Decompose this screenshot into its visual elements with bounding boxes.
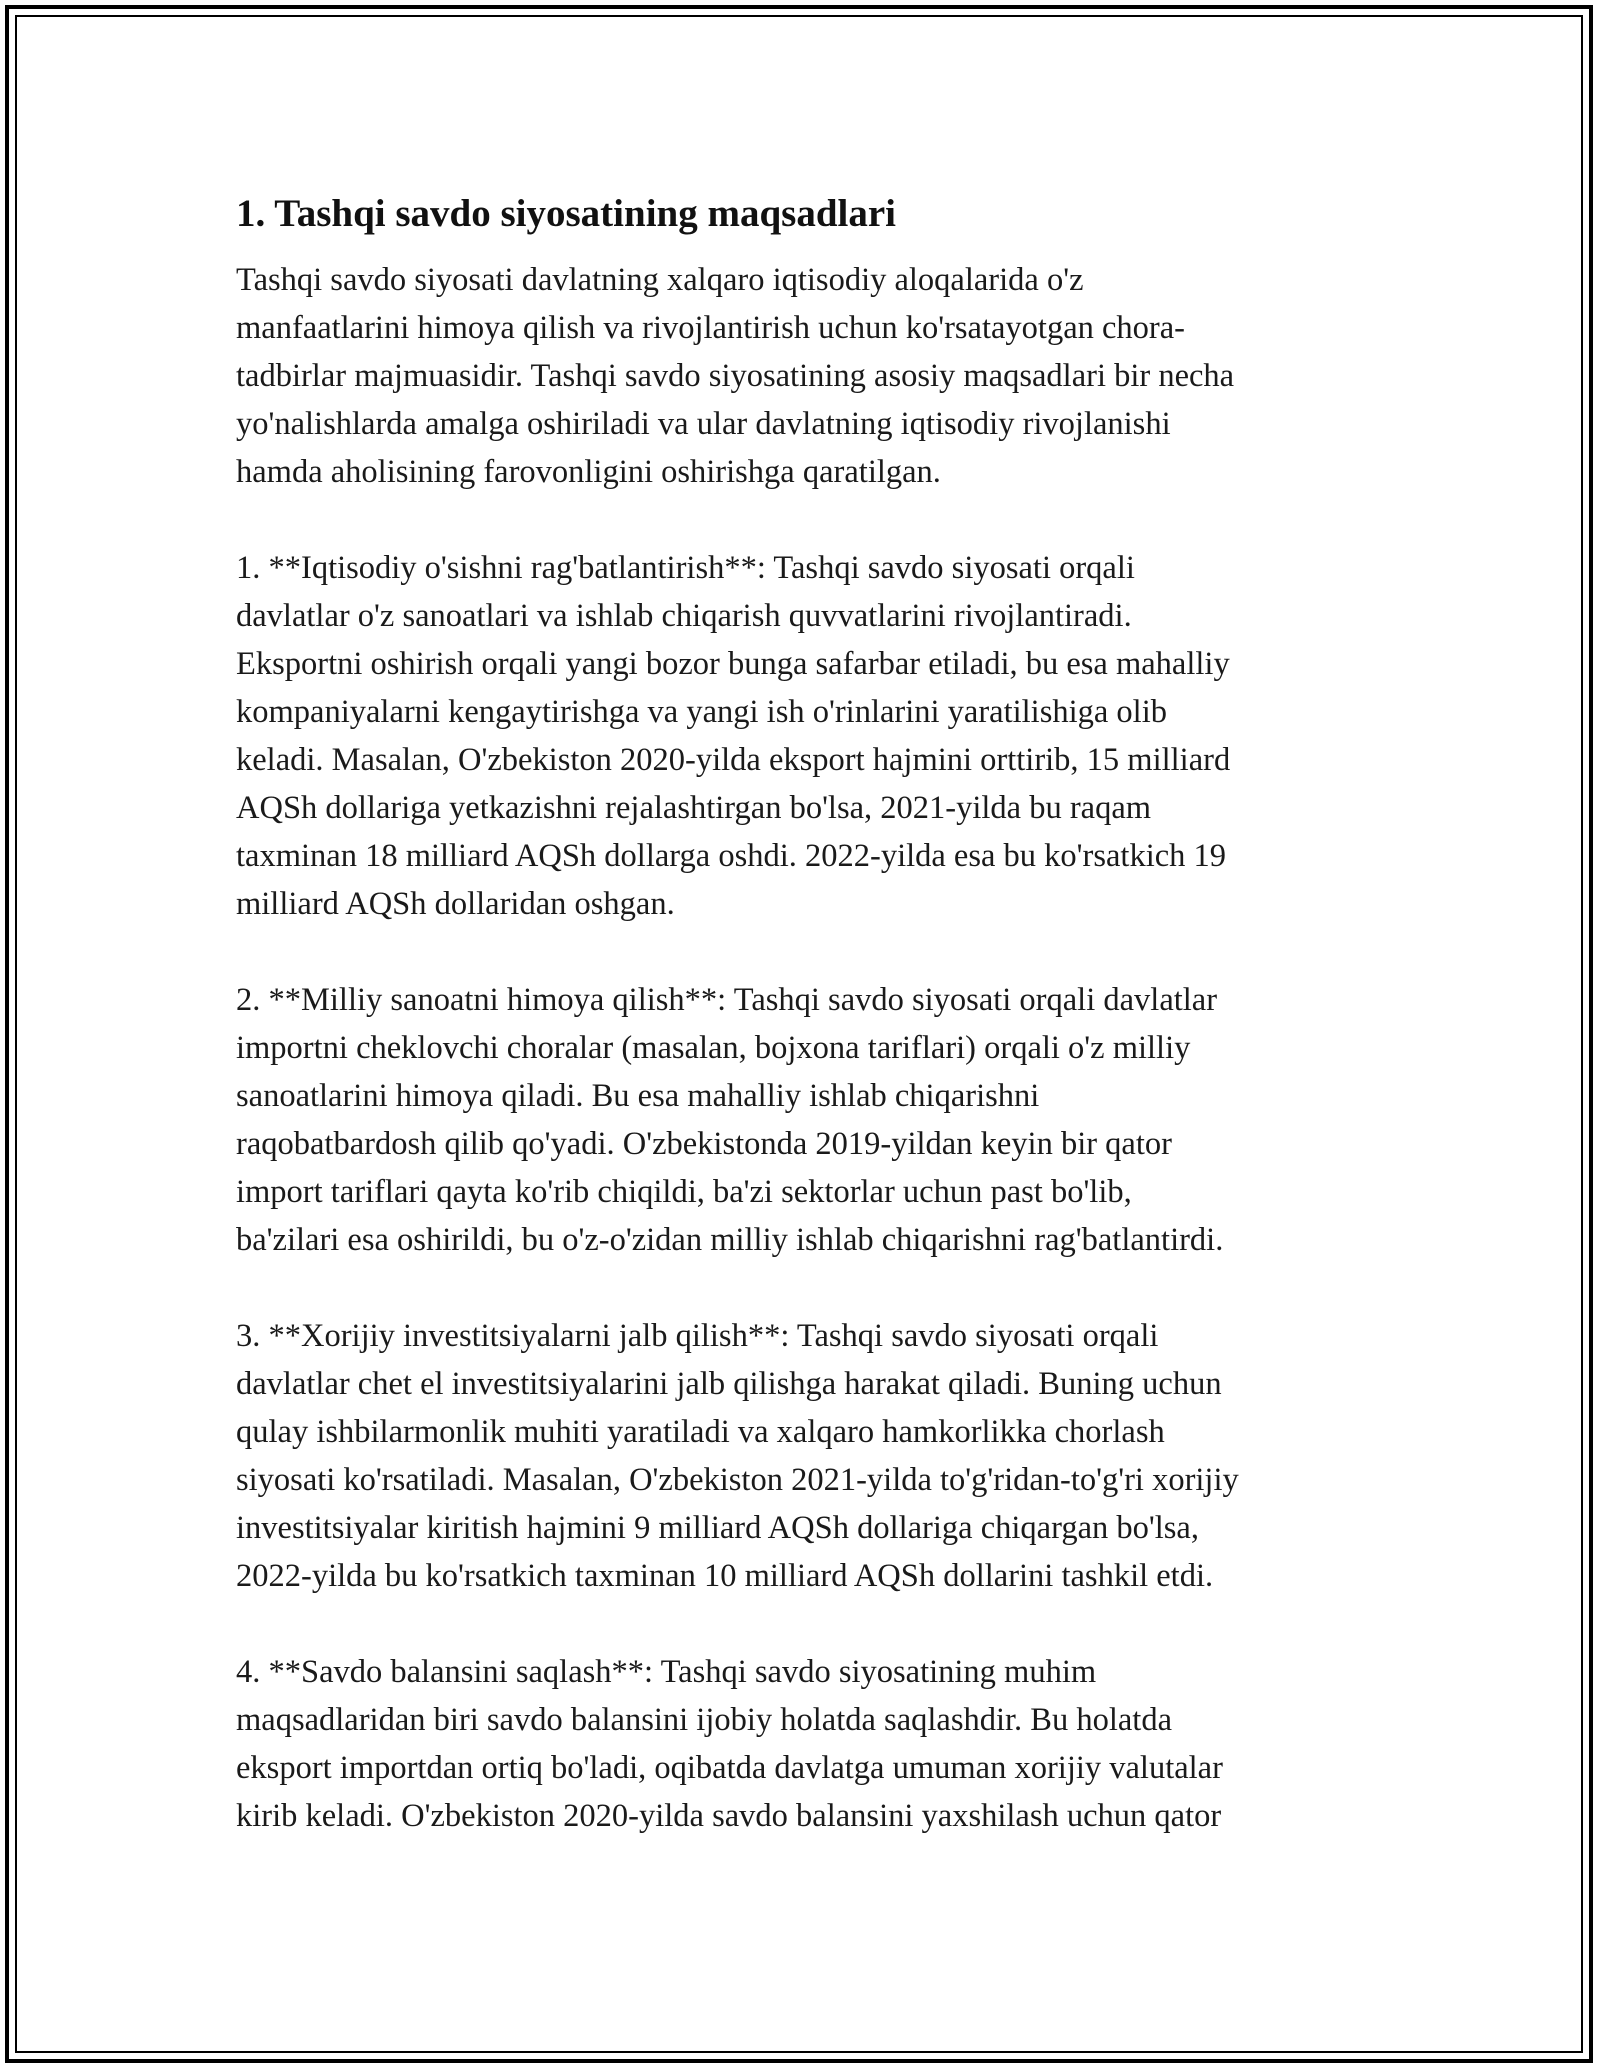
text-line: 3. **Xorijiy investitsiyalarni jalb qilish**: Tashqi savdo siyosati orqali <box>236 1318 1159 1354</box>
section-heading: 1. Tashqi savdo siyosatining maqsadlari <box>236 192 896 235</box>
text-line: davlatlar chet el investitsiyalarini jalb qilishga harakat qiladi. Buning uchun <box>236 1366 1222 1402</box>
text-line: 2022-yilda bu ko'rsatkich taxminan 10 milliard AQSh dollarini tashkil etdi. <box>236 1558 1214 1594</box>
text-line: davlatlar o'z sanoatlari va ishlab chiqarish quvvatlarini rivojlantiradi. <box>236 598 1132 634</box>
text-line: investitsiyalar kiritish hajmini 9 milliard AQSh dollariga chiqargan bo'lsa, <box>236 1510 1199 1546</box>
paragraph <box>236 976 1386 1264</box>
paragraph-list <box>236 256 1386 1840</box>
paragraph <box>236 1312 1386 1600</box>
document-body <box>236 186 1386 1888</box>
text-line: 1. **Iqtisodiy o'sishni rag'batlantirish**: Tashqi savdo siyosati orqali <box>236 550 1135 586</box>
text-line: tadbirlar majmuasidir. Tashqi savdo siyosatining asosiy maqsadlari bir necha <box>236 358 1235 394</box>
text-line: importni cheklovchi choralar (masalan, bojxona tariflari) orqali o'z milliy <box>236 1030 1191 1066</box>
text-line: ba'zilari esa oshirildi, bu o'z-o'zidan milliy ishlab chiqarishni rag'batlantirdi. <box>236 1222 1224 1258</box>
paragraph <box>236 544 1386 928</box>
text-line: sanoatlarini himoya qiladi. Bu esa mahalliy ishlab chiqarishni <box>236 1078 1040 1114</box>
text-line: Tashqi savdo siyosati davlatning xalqaro iqtisodiy aloqalarida o'z <box>236 262 1084 298</box>
paragraph <box>236 256 1386 496</box>
text-line: kompaniyalarni kengaytirishga va yangi ish o'rinlarini yaratilishiga olib <box>236 694 1167 730</box>
text-line: yo'nalishlarda amalga oshiriladi va ular davlatning iqtisodiy rivojlanishi <box>236 406 1171 442</box>
text-line: kirib keladi. O'zbekiston 2020-yilda savdo balansini yaxshilash uchun qator <box>236 1798 1222 1834</box>
text-line: keladi. Masalan, O'zbekiston 2020-yilda eksport hajmini orttirib, 15 milliard <box>236 742 1231 778</box>
text-line: eksport importdan ortiq bo'ladi, oqibatda davlatga umuman xorijiy valutalar <box>236 1750 1223 1786</box>
text-line: qulay ishbilarmonlik muhiti yaratiladi va xalqaro hamkorlikka chorlash <box>236 1414 1165 1450</box>
text-line: milliard AQSh dollaridan oshgan. <box>236 886 675 922</box>
text-line: import tariflari qayta ko'rib chiqildi, ba'zi sektorlar uchun past bo'lib, <box>236 1174 1132 1210</box>
text-line: AQSh dollariga yetkazishni rejalashtirgan bo'lsa, 2021-yilda bu raqam <box>236 790 1152 826</box>
paragraph <box>236 1648 1386 1840</box>
text-line: siyosati ko'rsatiladi. Masalan, O'zbekiston 2021-yilda to'g'ridan-to'g'ri xorijiy <box>236 1462 1239 1498</box>
text-line: manfaatlarini himoya qilish va rivojlantirish uchun ko'rsatayotgan chora- <box>236 310 1185 346</box>
text-line: 2. **Milliy sanoatni himoya qilish**: Tashqi savdo siyosati orqali davlatlar <box>236 982 1218 1018</box>
text-line: hamda aholisining farovonligini oshirishga qaratilgan. <box>236 454 941 490</box>
text-line: taxminan 18 milliard AQSh dollarga oshdi. 2022-yilda esa bu ko'rsatkich 19 <box>236 838 1227 874</box>
text-line: 4. **Savdo balansini saqlash**: Tashqi savdo siyosatining muhim <box>236 1654 1097 1690</box>
text-line: Eksportni oshirish orqali yangi bozor bunga safarbar etiladi, bu esa mahalliy <box>236 646 1230 682</box>
text-line: maqsadlaridan biri savdo balansini ijobiy holatda saqlashdir. Bu holatda <box>236 1702 1172 1738</box>
text-line: raqobatbardosh qilib qo'yadi. O'zbekistonda 2019-yildan keyin bir qator <box>236 1126 1172 1162</box>
